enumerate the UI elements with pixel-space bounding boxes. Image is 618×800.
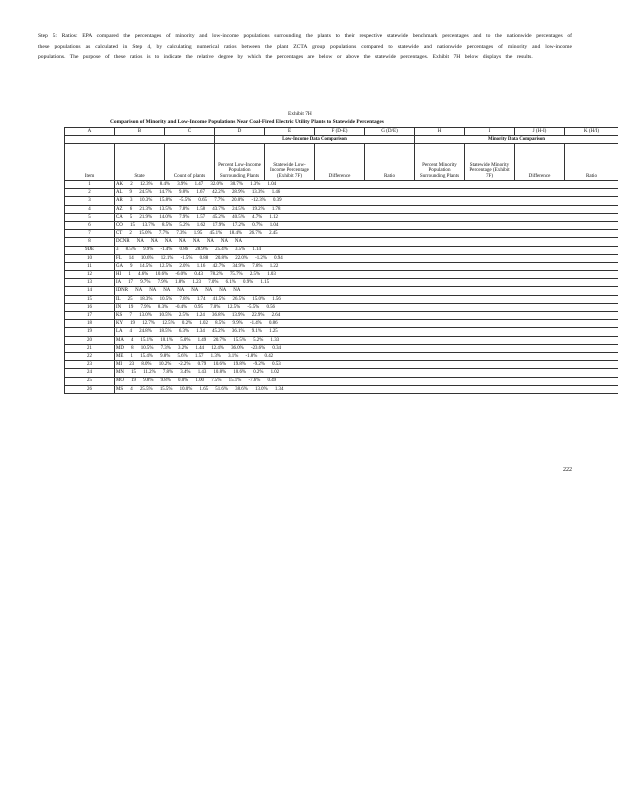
col-letter: F (D-E) bbox=[315, 128, 365, 136]
item-cell: 12 bbox=[65, 271, 115, 279]
table-row bbox=[65, 279, 618, 287]
header-count: Count of plants bbox=[165, 144, 215, 181]
table-body bbox=[65, 181, 618, 394]
table-row bbox=[65, 287, 618, 295]
row-values-cell bbox=[115, 344, 618, 352]
table-row bbox=[65, 262, 618, 270]
row-values-cell bbox=[115, 385, 618, 393]
row-values-cell bbox=[115, 352, 618, 360]
row-values: CA 5 21.9% 14.0% 7.9% 1.57 45.2% 40.5% 4.7% 1.12 bbox=[116, 214, 278, 220]
item-cell: 23 bbox=[65, 361, 115, 369]
column-letter-row bbox=[65, 128, 618, 136]
row-values: CO 15 13.7% 8.5% 5.2% 1.62 17.9% 17.2% 0.7% 1.04 bbox=[116, 222, 279, 228]
row-values-cell bbox=[115, 221, 618, 229]
row-values: KY 19 12.7% 12.5% 0.2% 1.02 8.5% 9.9% -1.4% 0.86 bbox=[116, 321, 278, 327]
table-row bbox=[65, 213, 618, 221]
table-row bbox=[65, 295, 618, 303]
row-values: MD 8 10.5% 7.3% 3.2% 1.44 12.4% 36.0% -23.6% 0.34 bbox=[116, 345, 281, 351]
header-item: Item bbox=[65, 144, 115, 181]
row-values: AK 2 12.3% 8.4% 3.9% 1.47 32.0% 30.7% 1.3% 1.04 bbox=[116, 181, 277, 187]
row-values: KS 7 13.0% 10.5% 2.5% 1.24 36.8% 13.9% 22.9% 2.64 bbox=[116, 312, 281, 318]
table-row bbox=[65, 344, 618, 352]
col-letter: A bbox=[65, 128, 115, 136]
row-values: 3 8.5% 9.9% -1.4% 0.86 28.9% 25.4% 3.5% 1.14 bbox=[116, 247, 261, 253]
row-values-cell bbox=[115, 369, 618, 377]
group-header-row bbox=[65, 136, 618, 144]
item-cell: 13 bbox=[65, 279, 115, 287]
table-row bbox=[65, 385, 618, 393]
minority-group-header: Minority Data Comparison bbox=[415, 136, 618, 144]
row-values-cell bbox=[115, 189, 618, 197]
row-values-cell bbox=[115, 361, 618, 369]
row-values-cell bbox=[115, 328, 618, 336]
header-low-income-difference: Difference bbox=[315, 144, 365, 181]
row-values-cell bbox=[115, 213, 618, 221]
row-values-cell bbox=[115, 254, 618, 262]
item-cell: 21 bbox=[65, 344, 115, 352]
item-cell: 4 bbox=[65, 205, 115, 213]
item-cell: 10 bbox=[65, 254, 115, 262]
header-minority-ratio: Ratio bbox=[565, 144, 618, 181]
row-values-cell bbox=[115, 230, 618, 238]
table-row bbox=[65, 377, 618, 385]
row-values-cell bbox=[115, 205, 618, 213]
row-values-cell bbox=[115, 312, 618, 320]
page-number: 222 bbox=[563, 467, 572, 473]
table-row bbox=[65, 328, 618, 336]
row-values: CT 2 15.0% 7.7% 7.3% 1.95 45.1% 18.4% 26.7% 2.45 bbox=[116, 231, 278, 237]
low-income-group-header: Low-Income Data Comparison bbox=[215, 136, 415, 144]
table-row bbox=[65, 312, 618, 320]
row-values: MA 4 15.1% 10.1% 5.0% 1.49 20.7% 15.5% 5.2% 1.33 bbox=[116, 337, 280, 343]
row-values: IDNR NA NA NA NA NA NA NA NA bbox=[116, 288, 241, 294]
row-values: GA 9 14.5% 12.5% 2.0% 1.16 42.7% 34.9% 7.8% 1.22 bbox=[116, 263, 279, 269]
item-cell: 15 bbox=[65, 295, 115, 303]
item-cell: 19 bbox=[65, 328, 115, 336]
row-values: MI 23 8.0% 10.2% -2.2% 0.79 10.6% 19.8% -9.2% 0.53 bbox=[116, 362, 281, 368]
table-row bbox=[65, 181, 618, 189]
table-row bbox=[65, 221, 618, 229]
row-values-cell bbox=[115, 197, 618, 205]
row-values: MN 15 11.2% 7.8% 3.4% 1.43 10.8% 10.6% 0.2% 1.02 bbox=[116, 370, 280, 376]
table-row bbox=[65, 230, 618, 238]
row-values-cell bbox=[115, 279, 618, 287]
table-row bbox=[65, 320, 618, 328]
row-values-cell bbox=[115, 377, 618, 385]
row-values: MS 4 25.5% 15.5% 10.0% 1.65 51.6% 38.6% 13.0% 1.34 bbox=[116, 386, 284, 392]
table-row bbox=[65, 369, 618, 377]
row-values-cell bbox=[115, 238, 618, 246]
item-cell: 2 bbox=[65, 189, 115, 197]
col-letter: E bbox=[265, 128, 315, 136]
row-values: IA 17 9.7% 7.9% 1.8% 1.23 7.0% 6.1% 0.9% 1.15 bbox=[116, 280, 270, 286]
table-row bbox=[65, 361, 618, 369]
item-cell: 1 bbox=[65, 181, 115, 189]
step-5-paragraph: Step 5: Ratios: EPA compared the percentages of minority and low-income populations surrounding the plants to their respective statewide benchmark percentages and to the nationwide percentages of these populations as calculated in Step 4, by calculating numerical ratios between the plant ZCTA group populations compared to statewide and nationwide percentages of minority and low-income populations. The purpose of these ratios is to indicate the relative degree by which the percentages are below or above the statewide percentages. Exhibit 7H below displays the results. bbox=[38, 33, 572, 61]
column-header-row bbox=[65, 144, 618, 181]
item-cell: 9DE bbox=[65, 246, 115, 254]
col-letter: B bbox=[115, 128, 165, 136]
col-letter: K (H/I) bbox=[565, 128, 618, 136]
item-cell: 14 bbox=[65, 287, 115, 295]
table-row bbox=[65, 238, 618, 246]
item-cell: 24 bbox=[65, 369, 115, 377]
exhibit-7h-table bbox=[64, 127, 618, 394]
header-statewide-low-income: Statewide Low-Income Percentage (Exhibit 7F) bbox=[265, 144, 315, 181]
item-cell: 7 bbox=[65, 230, 115, 238]
table-row bbox=[65, 303, 618, 311]
header-low-income-percent: Percent Low-Income Population Surrounding Plants bbox=[215, 144, 265, 181]
row-values-cell bbox=[115, 271, 618, 279]
table-row bbox=[65, 352, 618, 360]
header-low-income-ratio: Ratio bbox=[365, 144, 415, 181]
col-letter: I bbox=[465, 128, 515, 136]
row-values: IL 25 18.3% 10.5% 7.8% 1.74 41.5% 26.5% 15.0% 1.56 bbox=[116, 296, 281, 302]
table-row bbox=[65, 336, 618, 344]
col-letter: J (H-I) bbox=[515, 128, 565, 136]
row-values-cell bbox=[115, 336, 618, 344]
row-values-cell bbox=[115, 181, 618, 189]
item-cell: 20 bbox=[65, 336, 115, 344]
row-values-cell bbox=[115, 320, 618, 328]
table-row bbox=[65, 189, 618, 197]
header-minority-difference: Difference bbox=[515, 144, 565, 181]
exhibit-subtitle: Comparison of Minority and Low-Income Populations Near Coal-Fired Electric Utility Plants to Statewide Percentages bbox=[110, 119, 384, 125]
table-row bbox=[65, 197, 618, 205]
row-values-cell bbox=[115, 262, 618, 270]
table-row bbox=[65, 254, 618, 262]
row-values-cell bbox=[115, 246, 618, 254]
row-values-cell bbox=[115, 287, 618, 295]
exhibit-title: Exhibit 7H bbox=[288, 111, 312, 117]
item-cell: 11 bbox=[65, 262, 115, 270]
col-letter: H bbox=[415, 128, 465, 136]
row-values-cell bbox=[115, 295, 618, 303]
item-cell: 22 bbox=[65, 352, 115, 360]
item-cell: 8 bbox=[65, 238, 115, 246]
row-values: IN 19 7.9% 8.3% -0.4% 0.95 7.0% 12.5% -5.5% 0.56 bbox=[116, 304, 275, 310]
table-row bbox=[65, 246, 618, 254]
item-cell: 16 bbox=[65, 303, 115, 311]
table-row bbox=[65, 271, 618, 279]
item-cell: 18 bbox=[65, 320, 115, 328]
row-values: HI 1 4.6% 10.6% -6.0% 0.43 78.2% 75.7% 2.5% 1.03 bbox=[116, 272, 276, 278]
row-values: LA 4 24.8% 18.5% 6.3% 1.34 45.2% 36.1% 9.1% 1.25 bbox=[116, 329, 278, 335]
row-values: AL 9 24.5% 14.7% 9.8% 1.67 42.2% 28.9% 13.3% 1.46 bbox=[116, 190, 281, 196]
row-values: FL 14 10.6% 12.1% -1.5% 0.88 20.8% 22.0% -1.2% 0.94 bbox=[116, 255, 283, 261]
row-values: ME 1 15.4% 9.8% 5.6% 1.57 1.3% 3.1% -1.8% 0.42 bbox=[116, 353, 274, 359]
item-cell: 17 bbox=[65, 312, 115, 320]
row-values: MO 19 9.8% 9.8% 0.0% 1.00 7.5% 15.1% -7.6% 0.49 bbox=[116, 378, 277, 384]
item-cell: 6 bbox=[65, 221, 115, 229]
item-cell: 25 bbox=[65, 377, 115, 385]
header-minority-percent: Percent Minority Population Surrounding Plants bbox=[415, 144, 465, 181]
header-statewide-minority: Statewide Minority Percentage (Exhibit 7F) bbox=[465, 144, 515, 181]
row-values-cell bbox=[115, 303, 618, 311]
table-row bbox=[65, 205, 618, 213]
item-cell: 5 bbox=[65, 213, 115, 221]
row-values: DCNR NA NA NA NA NA NA NA NA bbox=[116, 239, 242, 245]
col-letter: C bbox=[165, 128, 215, 136]
row-values: AR 3 10.3% 15.8% -5.5% 0.65 7.7% 20.0% -12.3% 0.39 bbox=[116, 198, 282, 204]
col-letter: G (D/E) bbox=[365, 128, 415, 136]
col-letter: D bbox=[215, 128, 265, 136]
header-state: State bbox=[115, 144, 165, 181]
item-cell: 3 bbox=[65, 197, 115, 205]
item-cell: 26 bbox=[65, 385, 115, 393]
row-values: AZ 6 21.3% 13.5% 7.8% 1.58 43.7% 24.5% 19.2% 1.78 bbox=[116, 206, 281, 212]
